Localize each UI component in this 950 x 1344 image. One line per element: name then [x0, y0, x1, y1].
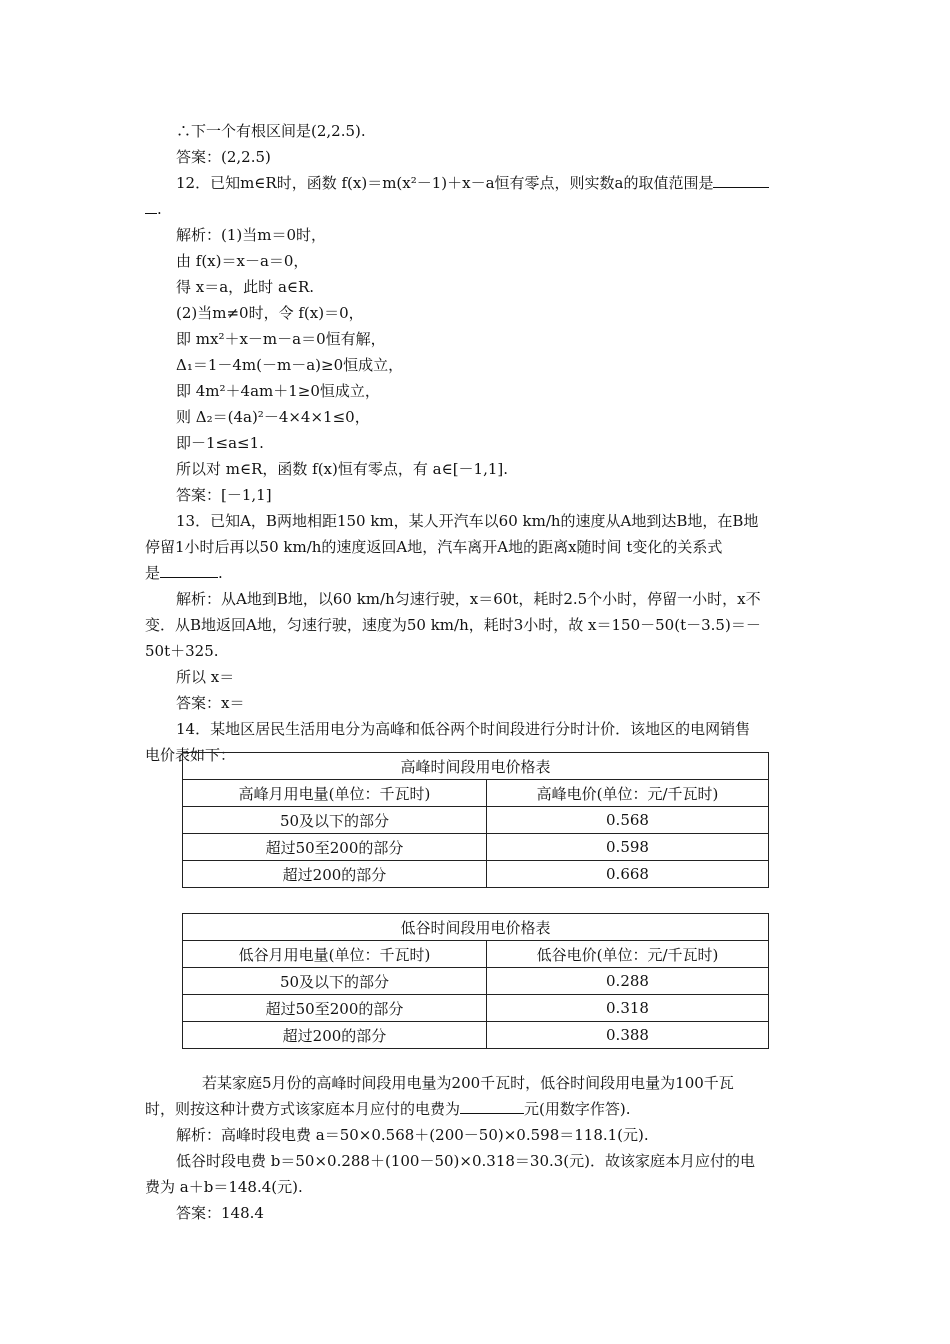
table-cell: 0.668 — [487, 861, 769, 888]
answer-blank — [460, 1097, 524, 1114]
answer-line — [145, 482, 805, 508]
table-cell: 超过50至200的部分 — [183, 834, 487, 861]
text-line — [145, 404, 805, 430]
text-line — [145, 222, 805, 248]
text-span: . — [218, 564, 223, 582]
table-cell: 超过200的部分 — [183, 861, 487, 888]
answer-line — [145, 144, 805, 170]
text-line — [145, 430, 805, 456]
text-span: 若某家庭5月份的高峰时间段用电量为200千瓦时，低谷时间段用电量为100千瓦 — [202, 1074, 734, 1092]
text-span: . — [157, 200, 162, 218]
text-span: 解析：(1)当m＝0时， — [176, 226, 327, 244]
text-span: 答案：148.4 — [176, 1204, 264, 1222]
table-header: 高峰电价(单位：元/千瓦时) — [487, 780, 769, 807]
table-header: 低谷月用电量(单位：千瓦时) — [183, 941, 487, 968]
text-span: 停留1小时后再以50 km/h的速度返回A地，汽车离开A地的距离x随时间 t变化的关系式 — [145, 538, 723, 556]
table-header: 低谷电价(单位：元/千瓦时) — [487, 941, 769, 968]
question-13 — [145, 508, 805, 534]
table-row — [183, 1022, 769, 1049]
text-span: 变．从B地返回A地，匀速行驶，速度为50 km/h，耗时3小时，故 x＝150－50(t－3.5)＝－ — [145, 616, 761, 634]
table-cell: 50及以下的部分 — [183, 968, 487, 995]
text-span: 答案：(2,2.5) — [176, 148, 271, 166]
valley-price-table — [182, 913, 769, 1049]
text-span: 所以 x＝ — [176, 668, 235, 686]
text-line — [145, 1070, 805, 1096]
table-row — [183, 834, 769, 861]
text-span: 是 — [145, 564, 161, 582]
question-12 — [145, 170, 805, 196]
text-span: 14．某地区居民生活用电分为高峰和低谷两个时间段进行分时计价．该地区的电网销售 — [176, 720, 751, 738]
text-span: ∴下一个有根区间是(2,2.5). — [176, 122, 366, 140]
table-cell: 0.318 — [487, 995, 769, 1022]
table-cell: 0.568 — [487, 807, 769, 834]
text-span: 即－1≤a≤1. — [176, 434, 264, 452]
text-line — [145, 1096, 805, 1122]
text-span: 费为 a＋b＝148.4(元). — [145, 1178, 303, 1196]
text-line — [145, 664, 805, 690]
text-line — [145, 248, 805, 274]
table-row — [183, 861, 769, 888]
text-span: 由 f(x)＝x－a＝0， — [176, 252, 309, 270]
table-cell: 超过200的部分 — [183, 1022, 487, 1049]
text-line — [145, 1174, 805, 1200]
answer-blank — [145, 197, 157, 214]
document-body-continued — [145, 1070, 805, 1226]
text-span: 解析：高峰时段电费 a＝50×0.568＋(200－50)×0.598＝118.1(元). — [176, 1126, 649, 1144]
text-line — [145, 1122, 805, 1148]
text-line — [145, 326, 805, 352]
text-span: 13．已知A，B两地相距150 km，某人开汽车以60 km/h的速度从A地到达B地，在B地 — [176, 512, 759, 530]
peak-price-table — [182, 752, 769, 888]
text-line — [145, 352, 805, 378]
text-line — [145, 560, 805, 586]
text-span: 答案：[－1,1] — [176, 486, 272, 504]
text-span: 低谷时段电费 b＝50×0.288＋(100－50)×0.318＝30.3(元)．故该家庭本月应付的电 — [176, 1152, 756, 1170]
text-span: 解析：从A地到B地，以60 km/h匀速行驶，x＝60t，耗时2.5个小时，停留一小时，x不 — [176, 590, 761, 608]
answer-blank — [713, 171, 769, 188]
text-line — [145, 196, 805, 222]
text-span: 电价表如下： — [145, 746, 236, 764]
text-span: Δ₁＝1－4m(－m－a)≥0恒成立， — [176, 356, 404, 374]
text-span: 即 4m²＋4am＋1≥0恒成立， — [176, 382, 380, 400]
text-span: (2)当m≠0时，令 f(x)＝0， — [176, 304, 364, 322]
document-body — [145, 118, 805, 768]
table-cell: 0.288 — [487, 968, 769, 995]
text-line — [145, 586, 805, 612]
text-line — [145, 378, 805, 404]
table-header: 高峰月用电量(单位：千瓦时) — [183, 780, 487, 807]
answer-line — [145, 1200, 805, 1226]
text-line — [145, 300, 805, 326]
table-row — [183, 995, 769, 1022]
text-line — [145, 1148, 805, 1174]
answer-blank — [160, 561, 218, 578]
text-span: 则 Δ₂＝(4a)²－4×4×1≤0， — [176, 408, 370, 426]
text-span: 答案：x＝ — [176, 694, 245, 712]
table-cell: 0.388 — [487, 1022, 769, 1049]
text-span: 时，则按这种计费方式该家庭本月应付的电费为 — [145, 1100, 461, 1118]
text-span: 12．已知m∈R时，函数 f(x)＝m(x²－1)＋x－a恒有零点，则实数a的取值范围是 — [176, 174, 714, 192]
text-line — [145, 274, 805, 300]
text-span: 所以对 m∈R，函数 f(x)恒有零点，有 a∈[－1,1]. — [176, 460, 509, 478]
text-line — [145, 118, 805, 144]
text-span: 50t＋325. — [145, 642, 219, 660]
table-title: 低谷时间段用电价格表 — [183, 914, 769, 941]
question-14 — [145, 716, 805, 742]
text-line — [145, 638, 805, 664]
table-row — [183, 968, 769, 995]
table-row — [183, 807, 769, 834]
table-cell: 0.598 — [487, 834, 769, 861]
table-cell: 超过50至200的部分 — [183, 995, 487, 1022]
text-line — [145, 456, 805, 482]
table-title: 高峰时间段用电价格表 — [183, 753, 769, 780]
table-cell: 50及以下的部分 — [183, 807, 487, 834]
text-span: 得 x＝a，此时 a∈R. — [176, 278, 315, 296]
text-span: 即 mx²＋x－m－a＝0恒有解， — [176, 330, 386, 348]
text-line — [145, 534, 805, 560]
text-span: 元(用数字作答). — [524, 1100, 631, 1118]
answer-line — [145, 690, 805, 716]
text-line — [145, 612, 805, 638]
